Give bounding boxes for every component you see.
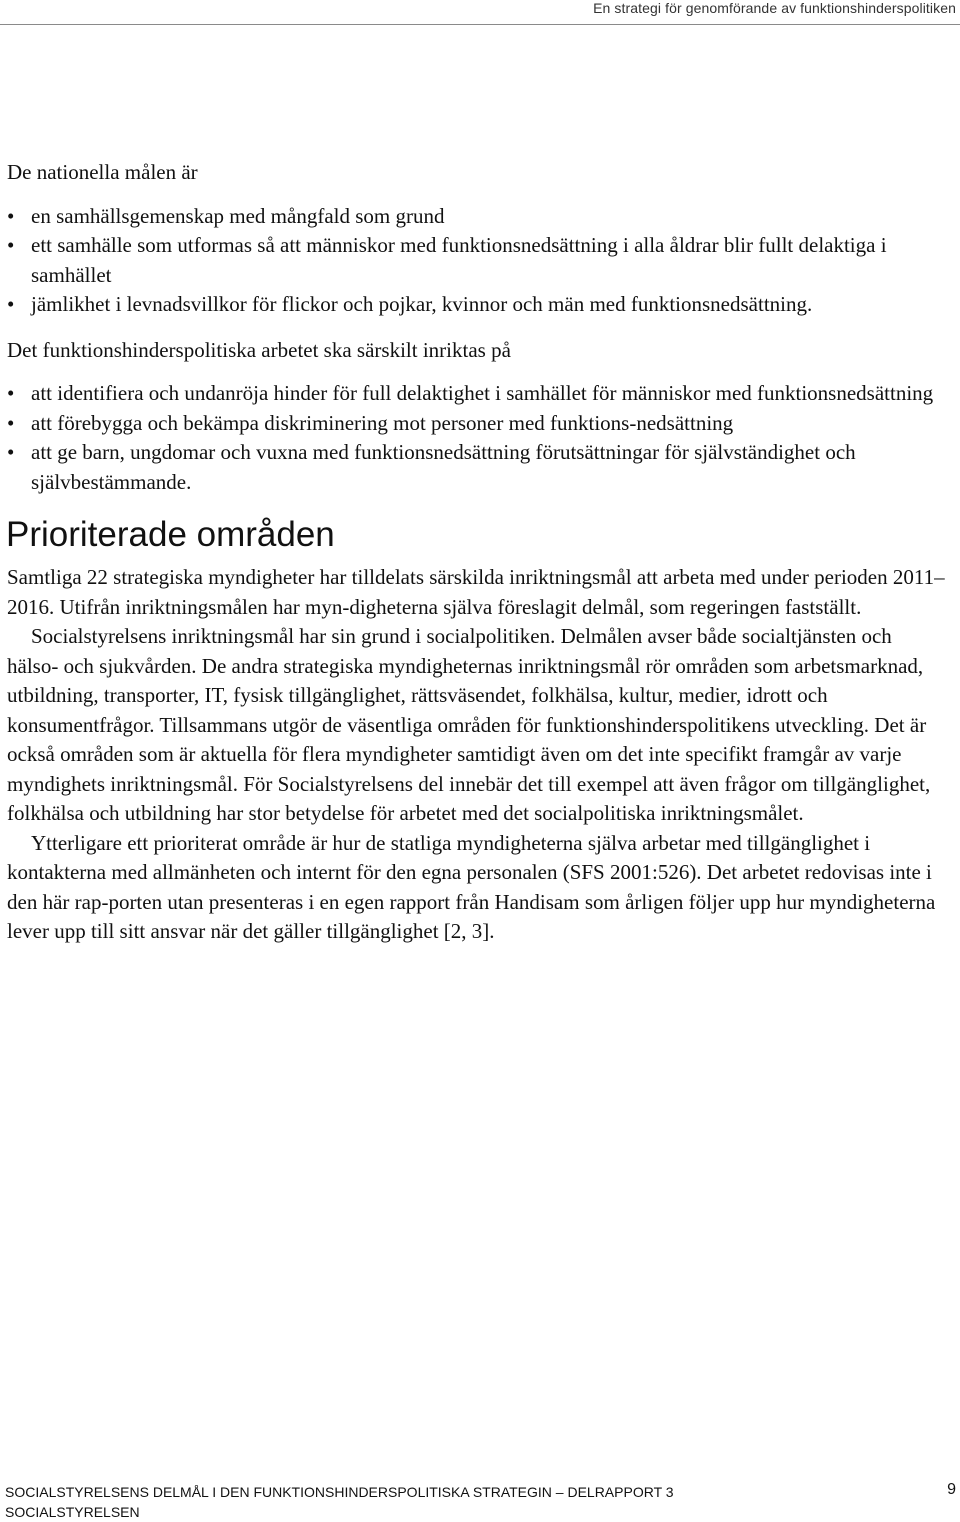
section-paragraph: Samtliga 22 strategiska myndigheter har tilldelats särskilda inriktningsmål att arbeta med under perioden 2011–2016. Utifrån inriktningsmålen har myn-digheterna själva föreslagit delmål, som regeringen fastställt.	[7, 565, 945, 619]
page-body	[7, 158, 947, 947]
list-item-text: ett samhälle som utformas så att människor med funktionsnedsättning i alla åldrar blir fullt delaktiga i samhället	[31, 233, 887, 287]
page-number: 9	[947, 1481, 956, 1498]
page-footer	[5, 1482, 674, 1522]
focus-intro: Det funktionshinderspolitiska arbetet ska särskilt inriktas på	[7, 337, 511, 362]
goals-intro: De nationella målen är	[7, 160, 198, 184]
bullet-icon: •	[7, 203, 15, 228]
header-divider	[0, 24, 960, 25]
list-item	[7, 290, 947, 320]
bullet-icon: •	[7, 381, 15, 405]
section-heading: Prioriterade områden	[6, 515, 335, 554]
bullet-icon: •	[7, 292, 15, 316]
list-item	[7, 231, 947, 290]
focus-list	[7, 379, 947, 497]
list-item	[7, 379, 947, 409]
footer-publisher: SOCIALSTYRELSEN	[5, 1504, 140, 1520]
bullet-icon: •	[7, 440, 15, 464]
goals-list	[7, 202, 947, 320]
list-item-text: jämlikhet i levnadsvillkor för flickor och pojkar, kvinnor och män med funktionsnedsättning.	[31, 292, 813, 316]
section-paragraph: Ytterligare ett prioriterat område är hur de statliga myndigheterna själva arbetar med tillgänglighet i kontakterna med allmänheten och internt för den egna personalen (SFS 2001:526). Det arbetet redovisas inte i den här rap-porten utan presenteras i en egen rapport från Handisam som årligen följer upp hur myndigheterna lever upp till sitt ansvar när det gäller tillgänglighet [2, 3].	[7, 830, 936, 943]
list-item-text: en samhällsgemenskap med mångfald som grund	[31, 203, 445, 228]
bullet-icon: •	[7, 410, 15, 435]
list-item-text: att ge barn, ungdomar och vuxna med funktionsnedsättning förutsättningar för självständighet och självbestämmande.	[31, 440, 856, 494]
bullet-icon: •	[7, 233, 15, 257]
list-item	[7, 438, 947, 497]
footer-report-title: SOCIALSTYRELSENS DELMÅL I DEN FUNKTIONSHINDERSPOLITISKA STRATEGIN – DELRAPPORT 3	[5, 1484, 674, 1500]
list-item	[7, 409, 947, 439]
running-header: En strategi för genomförande av funktionshinderspolitiken	[593, 0, 956, 16]
list-item	[7, 202, 947, 232]
section-paragraph: Socialstyrelsens inriktningsmål har sin grund i socialpolitiken. Delmålen avser både socialtjänsten och hälso- och sjukvården. De andra strategiska myndigheternas inriktningsmål rör områden som arbetsmarknad, utbildning, transporter, IT, fysisk tillgänglighet, rättsväsendet, folkhälsa, kultur, medier, idrott och konsumentfrågor. Tillsammans utgör de väsentliga områden för funktionshinderspolitikens utveckling. Det är också områden som är aktuella för flera myndigheter samtidigt även om det inte specifikt framgår av varje myndighets inriktningsmål. För Socialstyrelsens del innebär det till exempel att även frågor om tillgänglighet, folkhälsa och utbildning har stor betydelse för arbetet med det socialpolitiska inriktningsmålet.	[7, 624, 931, 825]
list-item-text: att förebygga och bekämpa diskriminering mot personer med funktions-nedsättning	[31, 410, 734, 435]
list-item-text: att identifiera och undanröja hinder för full delaktighet i samhället för människor med funktionsnedsättning	[31, 381, 934, 405]
